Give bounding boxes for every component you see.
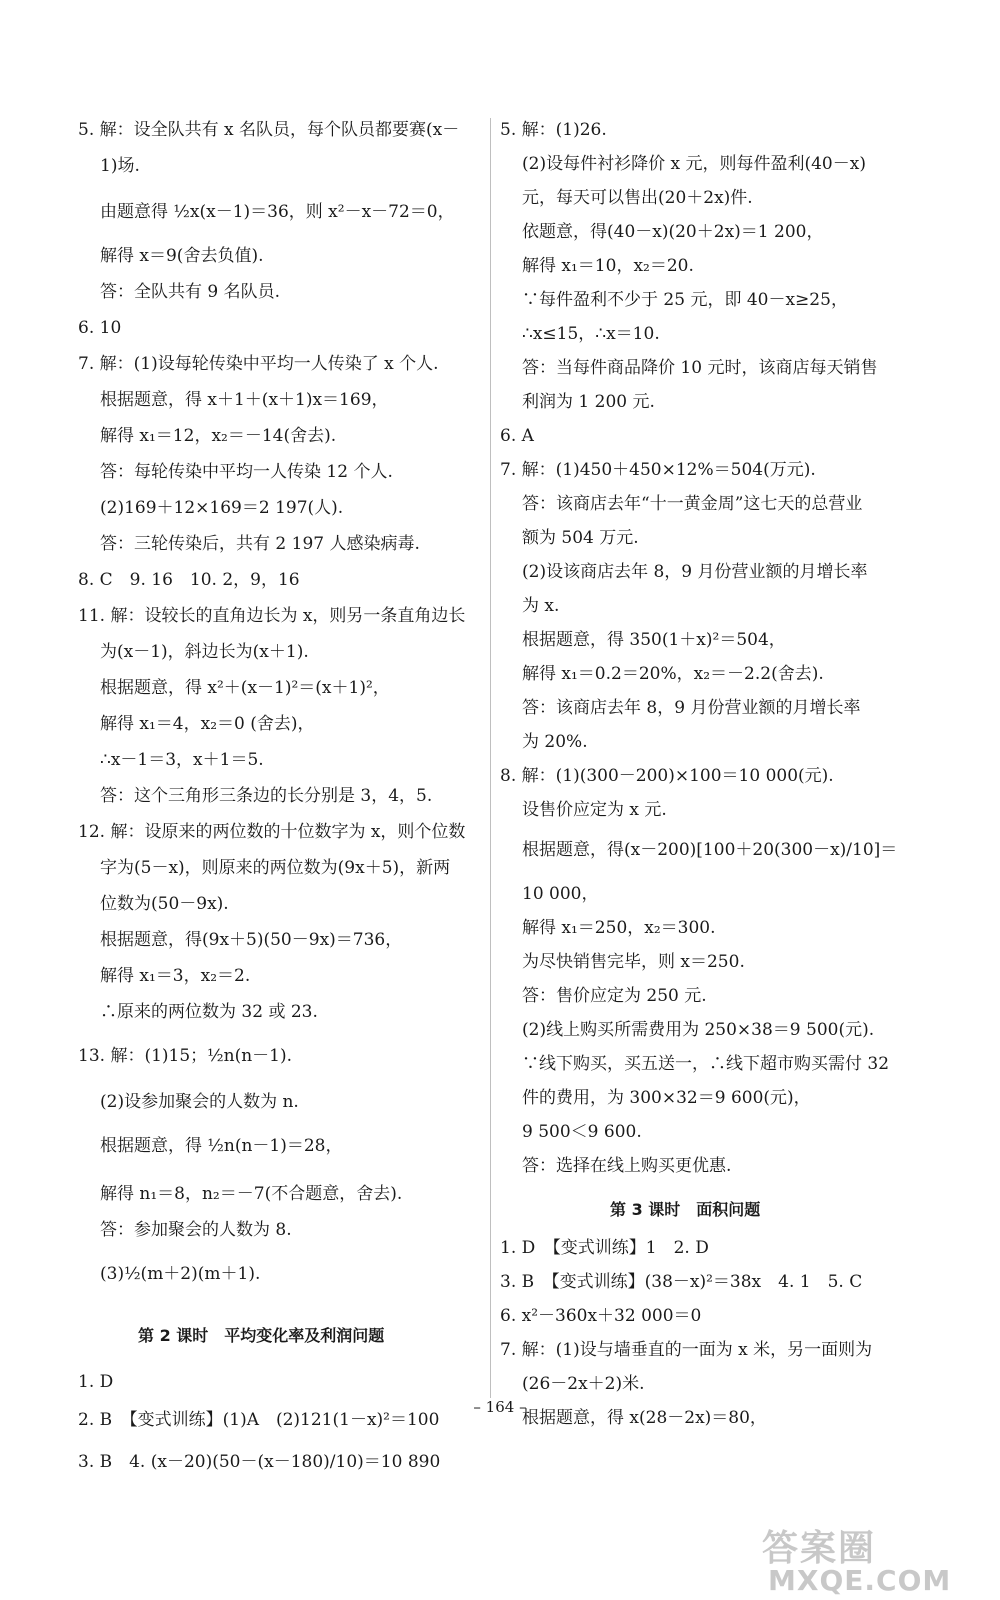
watermark-url: MXQE.COM bbox=[768, 1564, 952, 1597]
text-line: 为尽快销售完毕，则 x＝250. bbox=[522, 952, 745, 972]
text-line: 根据题意，得 ½n(n－1)＝28， bbox=[100, 1136, 343, 1156]
text-line: 根据题意，得(9x＋5)(50－9x)＝736， bbox=[100, 930, 403, 950]
section-heading: 第 2 课时 平均变化率及利润问题 bbox=[138, 1326, 385, 1345]
text-line: 1)场. bbox=[100, 156, 140, 176]
watermark-logo bbox=[762, 1520, 982, 1600]
text-line: 答：参加聚会的人数为 8. bbox=[100, 1220, 292, 1240]
text-line: 答：每轮传染中平均一人传染 12 个人. bbox=[100, 462, 393, 482]
text-line: 解得 x₁＝4，x₂＝0 (舍去)， bbox=[100, 714, 315, 734]
text-line: 1. D 【变式训练】1 2. D bbox=[500, 1238, 709, 1258]
text-line: (2)169＋12×169＝2 197(人). bbox=[100, 498, 344, 518]
text-line: 解得 x₁＝250，x₂＝300. bbox=[522, 918, 716, 938]
text-line: (2)设该商店去年 8，9 月份营业额的月增长率 bbox=[522, 562, 868, 582]
text-line: 13. 解：(1)15；½n(n－1). bbox=[78, 1046, 293, 1066]
text-line: 为 20%. bbox=[522, 732, 588, 752]
text-line: (2)线上购买所需费用为 250×38＝9 500(元). bbox=[522, 1020, 875, 1040]
text-line: 答：售价应定为 250 元. bbox=[522, 986, 707, 1006]
text-line: 依题意，得(40－x)(20＋2x)＝1 200， bbox=[522, 222, 824, 242]
text-line: ∴原来的两位数为 32 或 23. bbox=[100, 1002, 318, 1022]
text-line: 额为 504 万元. bbox=[522, 528, 639, 548]
text-line: 根据题意，得 x＋1＋(x＋1)x＝169， bbox=[100, 390, 389, 410]
text-line: ∴x－1＝3，x＋1＝5. bbox=[100, 750, 264, 770]
text-line: 7. 解：(1)设每轮传染中平均一人传染了 x 个人. bbox=[78, 354, 439, 374]
text-line: 9 500＜9 600. bbox=[522, 1122, 642, 1142]
text-line: 3. B 【变式训练】(38－x)²＝38x 4. 1 5. C bbox=[500, 1272, 863, 1292]
text-line: 利润为 1 200 元. bbox=[522, 392, 655, 412]
text-line: 答：当每件商品降价 10 元时，该商店每天销售 bbox=[522, 358, 878, 378]
section-heading: 第 3 课时 面积问题 bbox=[610, 1200, 761, 1219]
text-line: 根据题意，得(x－200)[100＋20(300－x)/10]＝ bbox=[522, 840, 898, 860]
text-line: 解得 x₁＝0.2＝20%，x₂＝－2.2(舍去). bbox=[522, 664, 824, 684]
text-line: 设售价应定为 x 元. bbox=[522, 800, 667, 820]
text-line: 字为(5－x)，则原来的两位数为(9x＋5)，新两 bbox=[100, 858, 451, 878]
text-line: 解得 x＝9(舍去负值). bbox=[100, 246, 264, 266]
text-line: 解得 x₁＝10，x₂＝20. bbox=[522, 256, 694, 276]
text-line: 5. 解：设全队共有 x 名队员，每个队员都要赛(x－ bbox=[78, 120, 460, 140]
text-line: 答：全队共有 9 名队员. bbox=[100, 282, 281, 302]
text-line: 10 000， bbox=[522, 884, 599, 904]
text-line: 7. 解：(1)设与墙垂直的一面为 x 米，另一面则为 bbox=[500, 1340, 873, 1360]
text-line: ∴x≤15，∴x＝10. bbox=[522, 324, 660, 344]
text-line: 解得 n₁＝8，n₂＝－7(不合题意，舍去). bbox=[100, 1184, 403, 1204]
watermark-title: 答案圈 bbox=[762, 1528, 877, 1569]
text-line: 根据题意，得 x(28－2x)＝80， bbox=[522, 1408, 767, 1428]
text-line: 6. x²－360x＋32 000＝0 bbox=[500, 1306, 702, 1326]
text-line: 6. A bbox=[500, 426, 534, 446]
text-line: 件的费用，为 300×32＝9 600(元)， bbox=[522, 1088, 811, 1108]
text-line: 8. 解：(1)(300－200)×100＝10 000(元). bbox=[500, 766, 834, 786]
text-line: 为 x. bbox=[522, 596, 560, 616]
text-line: 答：这个三角形三条边的长分别是 3，4，5. bbox=[100, 786, 433, 806]
text-line: 答：选择在线上购买更优惠. bbox=[522, 1156, 732, 1176]
text-line: 3. B 4. (x－20)(50－(x－180)/10)＝10 890 bbox=[78, 1452, 441, 1472]
text-line: 答：该商店去年“十一黄金周”这七天的总营业 bbox=[522, 494, 863, 514]
text-line: 为(x－1)，斜边长为(x＋1). bbox=[100, 642, 309, 662]
text-line: 12. 解：设原来的两位数的十位数字为 x，则个位数 bbox=[78, 822, 466, 842]
text-line: 元，每天可以售出(20＋2x)件. bbox=[522, 188, 753, 208]
text-line: ∵每件盈利不少于 25 元，即 40－x≥25， bbox=[522, 290, 848, 310]
text-line: 8. C 9. 16 10. 2，9，16 bbox=[78, 570, 300, 590]
text-line: 6. 10 bbox=[78, 318, 122, 338]
text-line: ∵线下购买，买五送一，∴线下超市购买需付 32 bbox=[522, 1054, 890, 1074]
text-line: 位数为(50－9x). bbox=[100, 894, 229, 914]
text-line: 根据题意，得 x²＋(x－1)²＝(x＋1)²， bbox=[100, 678, 390, 698]
text-line: 由题意得 ½x(x－1)＝36，则 x²－x－72＝0， bbox=[100, 202, 455, 222]
text-line: 11. 解：设较长的直角边长为 x，则另一条直角边长 bbox=[78, 606, 466, 626]
text-line: 5. 解：(1)26. bbox=[500, 120, 607, 140]
text-line: 答：三轮传染后，共有 2 197 人感染病毒. bbox=[100, 534, 420, 554]
text-line: 答：该商店去年 8，9 月份营业额的月增长率 bbox=[522, 698, 861, 718]
text-line: 根据题意，得 350(1＋x)²＝504， bbox=[522, 630, 786, 650]
text-line: 1. D bbox=[78, 1372, 114, 1392]
text-line: (2)设参加聚会的人数为 n. bbox=[100, 1092, 299, 1112]
text-line: 2. B 【变式训练】(1)A (2)121(1－x)²＝100 bbox=[78, 1410, 440, 1430]
text-line: 解得 x₁＝3，x₂＝2. bbox=[100, 966, 251, 986]
text-line: (26－2x＋2)米. bbox=[522, 1374, 645, 1394]
page-number: – 164 – bbox=[473, 1398, 527, 1416]
column-divider bbox=[490, 118, 491, 1398]
text-line: 解得 x₁＝12，x₂＝－14(舍去). bbox=[100, 426, 337, 446]
text-line: (2)设每件衬衫降价 x 元，则每件盈利(40－x) bbox=[522, 154, 866, 174]
text-line: 7. 解：(1)450＋450×12%＝504(万元). bbox=[500, 460, 816, 480]
text-line: (3)½(m＋2)(m＋1). bbox=[100, 1264, 261, 1284]
